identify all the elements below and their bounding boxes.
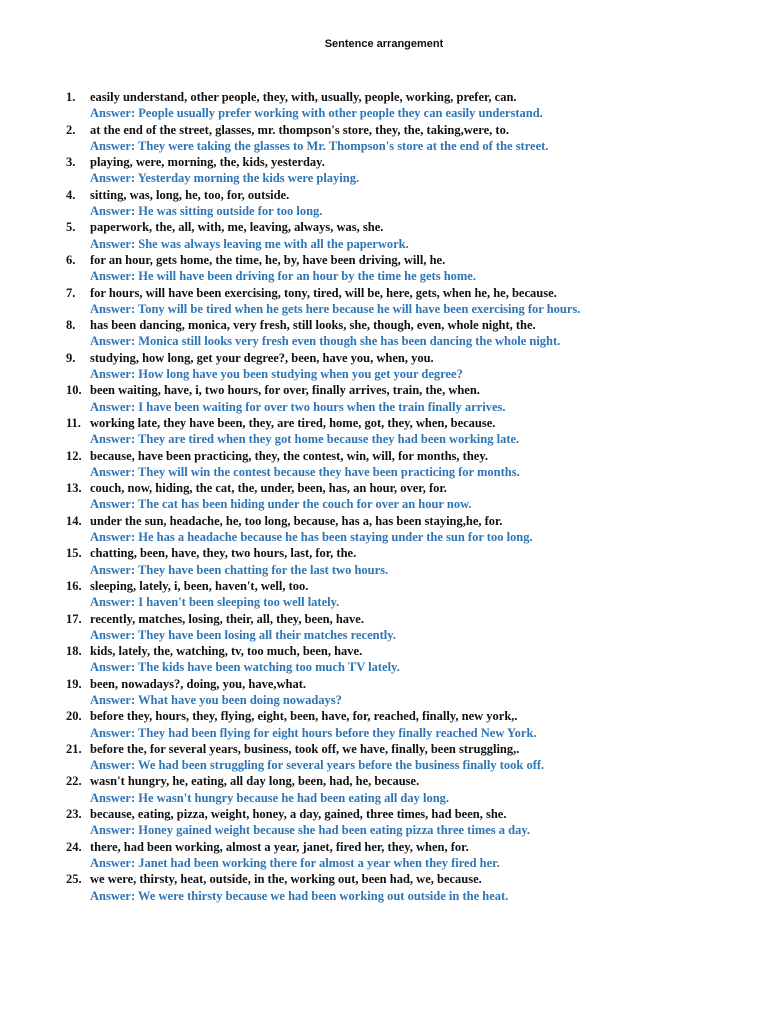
list-item	[66, 317, 756, 350]
item-number: 3.	[66, 155, 76, 170]
answer-text: Answer: They are tired when they got home because they had been working late.	[90, 432, 520, 447]
answer-text: Answer: We were thirsty because we had been working out outside in the heat.	[90, 888, 509, 903]
answer-text: Answer: They have been chatting for the last two hours.	[90, 562, 389, 577]
scrambled-words: paperwork, the, all, with, me, leaving, always, was, she.	[90, 220, 384, 235]
item-number: 7.	[66, 285, 76, 300]
scrambled-words: for an hour, gets home, the time, he, by, have been driving, will, he.	[90, 252, 446, 267]
item-number: 25.	[66, 872, 82, 887]
list-item	[66, 382, 756, 415]
item-number: 19.	[66, 676, 82, 691]
list-item	[66, 285, 756, 318]
scrambled-words: before the, for several years, business, took off, we have, finally, been struggling,.	[90, 741, 520, 756]
item-number: 21.	[66, 741, 82, 756]
list-item	[66, 708, 756, 741]
scrambled-words: couch, now, hiding, the cat, the, under, been, has, an hour, over, for.	[90, 481, 447, 496]
list-item	[66, 154, 756, 187]
answer-text: Answer: How long have you been studying when you get your degree?	[90, 367, 463, 382]
scrambled-words: playing, were, morning, the, kids, yesterday.	[90, 155, 325, 170]
answer-text: Answer: He will have been driving for an hour by the time he gets home.	[90, 269, 476, 284]
list-item	[66, 415, 756, 448]
scrambled-words: has been dancing, monica, very fresh, still looks, she, though, even, whole night, the.	[90, 318, 536, 333]
answer-text: Answer: They had been flying for eight hours before they finally reached New York.	[90, 725, 537, 740]
answer-text: Answer: What have you been doing nowadays?	[90, 692, 342, 707]
scrambled-words: at the end of the street, glasses, mr. thompson's store, they, the, taking,were, to.	[90, 122, 509, 137]
item-number: 12.	[66, 448, 82, 463]
item-number: 11.	[66, 415, 81, 430]
item-number: 17.	[66, 611, 82, 626]
scrambled-words: there, had been working, almost a year, janet, fired her, they, when, for.	[90, 839, 469, 854]
list-item	[66, 480, 756, 513]
scrambled-words: been waiting, have, i, two hours, for over, finally arrives, train, the, when.	[90, 383, 480, 398]
answer-text: Answer: Tony will be tired when he gets here because he will have been exercising for hours.	[90, 301, 581, 316]
answer-text: Answer: They will win the contest because they have been practicing for months.	[90, 464, 520, 479]
answer-text: Answer: They have been losing all their matches recently.	[90, 627, 396, 642]
item-number: 8.	[66, 318, 76, 333]
list-item	[66, 122, 756, 155]
item-number: 6.	[66, 252, 76, 267]
list-item	[66, 773, 756, 806]
item-number: 24.	[66, 839, 82, 854]
list-item	[66, 448, 756, 481]
answer-text: Answer: They were taking the glasses to Mr. Thompson's store at the end of the street.	[90, 138, 549, 153]
list-item	[66, 741, 756, 774]
item-number: 5.	[66, 220, 76, 235]
scrambled-words: sleeping, lately, i, been, haven't, well, too.	[90, 578, 309, 593]
item-number: 1.	[66, 90, 76, 104]
item-number: 16.	[66, 578, 82, 593]
answer-text: Answer: Monica still looks very fresh even though she has been dancing the whole night.	[90, 334, 561, 349]
list-item	[66, 871, 756, 904]
answer-text: Answer: He has a headache because he has been staying under the sun for too long.	[90, 530, 533, 545]
exercise-list	[66, 89, 756, 904]
scrambled-words: chatting, been, have, they, two hours, last, for, the.	[90, 546, 357, 561]
list-item	[66, 252, 756, 285]
item-number: 4.	[66, 187, 76, 202]
list-item	[66, 839, 756, 872]
item-number: 20.	[66, 709, 82, 724]
list-item	[66, 676, 756, 709]
scrambled-words: because, eating, pizza, weight, honey, a day, gained, three times, had been, she.	[90, 807, 507, 822]
list-item	[66, 611, 756, 644]
list-item	[66, 513, 756, 546]
scrambled-words: studying, how long, get your degree?, been, have you, when, you.	[90, 350, 434, 365]
item-number: 9.	[66, 350, 76, 365]
scrambled-words: easily understand, other people, they, with, usually, people, working, prefer, can.	[90, 90, 517, 104]
item-number: 22.	[66, 774, 82, 789]
list-item	[66, 350, 756, 383]
scrambled-words: sitting, was, long, he, too, for, outside.	[90, 187, 290, 202]
scrambled-words: under the sun, headache, he, too long, because, has a, has been staying,he, for.	[90, 513, 503, 528]
item-number: 14.	[66, 513, 82, 528]
answer-text: Answer: He wasn't hungry because he had been eating all day long.	[90, 790, 450, 805]
item-number: 23.	[66, 807, 82, 822]
scrambled-words: wasn't hungry, he, eating, all day long, been, had, he, because.	[90, 774, 420, 789]
item-number: 18.	[66, 644, 82, 659]
answer-text: Answer: The cat has been hiding under the couch for over an hour now.	[90, 497, 472, 512]
page-title: Sentence arrangement	[324, 38, 444, 50]
list-item	[66, 187, 756, 220]
list-item	[66, 219, 756, 252]
answer-text: Answer: Honey gained weight because she had been eating pizza three times a day.	[90, 823, 531, 838]
list-item	[66, 643, 756, 676]
list-item	[66, 89, 756, 122]
item-number: 10.	[66, 383, 82, 398]
scrambled-words: kids, lately, the, watching, tv, too much, been, have.	[90, 644, 363, 659]
scrambled-words: working late, they have been, they, are tired, home, got, they, when, because.	[90, 415, 496, 430]
scrambled-words: because, have been practicing, they, the contest, win, will, for months, they.	[90, 448, 489, 463]
item-number: 15.	[66, 546, 82, 561]
scrambled-words: been, nowadays?, doing, you, have,what.	[90, 676, 307, 691]
list-item	[66, 545, 756, 578]
answer-text: Answer: She was always leaving me with all the paperwork.	[90, 236, 409, 251]
list-item	[66, 578, 756, 611]
answer-text: Answer: He was sitting outside for too long.	[90, 204, 323, 219]
item-number: 2.	[66, 122, 76, 137]
list-item	[66, 806, 756, 839]
answer-text: Answer: People usually prefer working with other people they can easily understand.	[90, 106, 543, 121]
answer-text: Answer: I haven't been sleeping too well lately.	[90, 595, 340, 610]
answer-text: Answer: I have been waiting for over two hours when the train finally arrives.	[90, 399, 506, 414]
scrambled-words: for hours, will have been exercising, tony, tired, will be, here, gets, when he, he, because.	[90, 285, 557, 300]
scrambled-words: recently, matches, losing, their, all, they, been, have.	[90, 611, 364, 626]
item-number: 13.	[66, 481, 82, 496]
answer-text: Answer: Yesterday morning the kids were playing.	[90, 171, 360, 186]
answer-text: Answer: We had been struggling for several years before the business finally took off.	[90, 758, 545, 773]
scrambled-words: before they, hours, they, flying, eight, been, have, for, reached, finally, new york,.	[90, 709, 518, 724]
scrambled-words: we were, thirsty, heat, outside, in the, working out, been had, we, because.	[90, 872, 482, 887]
answer-text: Answer: The kids have been watching too much TV lately.	[90, 660, 400, 675]
answer-text: Answer: Janet had been working there for almost a year when they fired her.	[90, 855, 500, 870]
